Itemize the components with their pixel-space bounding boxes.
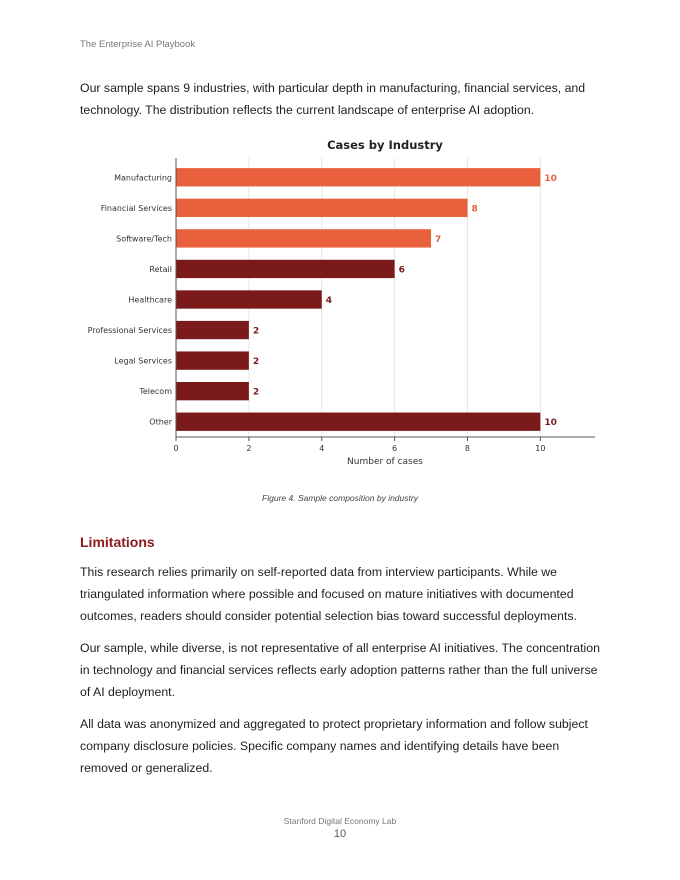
category-label: Retail [149,264,172,274]
chart-title: Cases by Industry [327,138,443,152]
footer-organization: Stanford Digital Economy Lab [283,816,397,826]
data-label: 10 [544,418,557,429]
bar [176,260,395,278]
bar [176,413,540,431]
x-tick-label: 2 [246,444,252,453]
industry-bar-chart [78,130,603,475]
data-label: 7 [435,234,442,245]
limitations-paragraph: All data was anonymized and aggregated to protect proprietary information and follow subject company disclosure policies. Specific company names and identifying details have been removed or generalized. [80,717,588,775]
limitations-paragraph: This research relies primarily on self-reported data from interview participants. While we triangulated information where possible and focused on mature initiatives with documented outcomes, readers should consider potential selection bias toward successful deployments. [80,565,577,623]
data-label: 2 [252,357,260,368]
bar [176,229,431,247]
data-label: 4 [325,296,333,306]
page-number: 10 [333,828,347,840]
category-label: Manufacturing [114,173,172,183]
category-label: Financial Services [100,203,172,213]
data-label: 2 [252,326,260,337]
bar [176,199,467,217]
figure-caption: Figure 4. Sample composition by industry [262,493,418,503]
limitations-paragraph: Our sample, while diverse, is not representative of all enterprise AI initiatives. The concentration in technology and financial services reflects early adoption patterns rather than the full universe of AI deployment. [80,641,600,699]
bar [176,290,322,308]
section-heading-limitations: Limitations [80,534,155,550]
x-tick-label: 8 [464,444,471,453]
x-tick-label: 6 [392,444,398,453]
x-tick-label: 4 [319,444,325,453]
category-label: Professional Services [87,326,172,336]
category-label: Software/Tech [116,234,172,244]
data-label: 2 [252,387,260,398]
category-label: Legal Services [114,356,172,366]
bar [176,168,540,186]
x-axis-label: Number of cases [347,457,423,467]
category-label: Telecom [139,387,172,397]
x-tick-label: 10 [535,444,546,453]
intro-paragraph: Our sample spans 9 industries, with particular depth in manufacturing, financial services, and technology. The distribution reflects the current landscape of enterprise AI adoption. [80,81,586,117]
bar [176,351,249,369]
data-label: 6 [398,265,405,276]
running-header: The Enterprise AI Playbook [80,39,196,50]
category-label: Healthcare [128,295,172,305]
bar [176,321,249,339]
x-tick-label: 0 [173,444,179,453]
data-label: 8 [471,204,478,215]
bar [176,382,249,400]
chart-svg [78,130,603,475]
data-label: 10 [544,173,557,184]
category-label: Other [149,417,172,427]
